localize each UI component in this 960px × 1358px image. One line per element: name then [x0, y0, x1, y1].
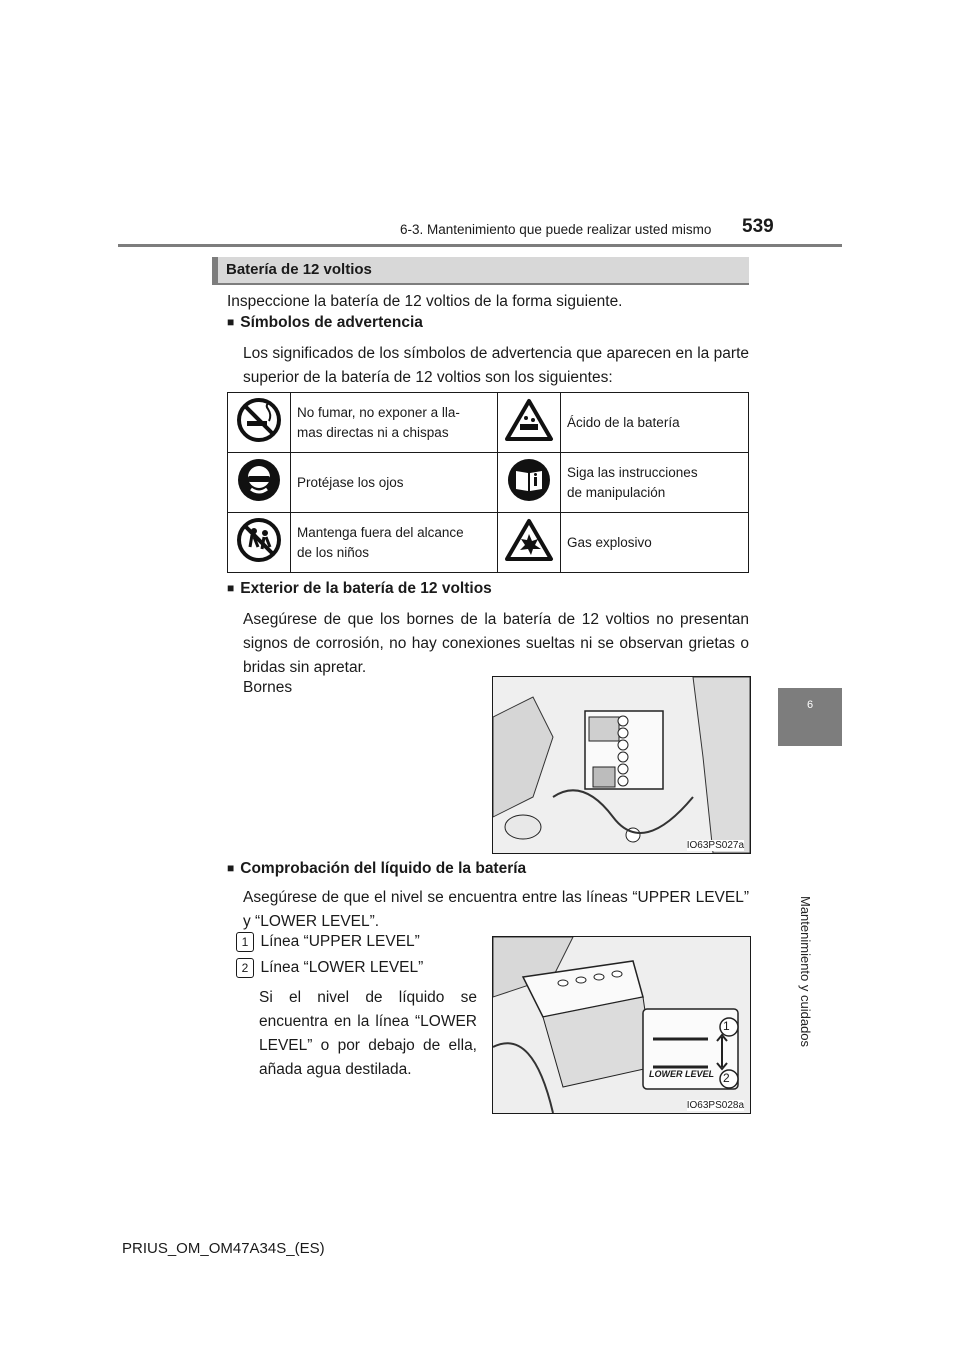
intro-text: Inspeccione la batería de 12 voltios de la forma siguiente. [227, 293, 623, 310]
table-cell: Mantenga fuera del alcance de los niños [291, 513, 498, 573]
table-cell: Ácido de la batería [561, 393, 749, 453]
lower-level-label: LOWER LEVEL [649, 1069, 714, 1079]
exterior-text: Asegúrese de que los bornes de la batería de 12 voltios no presentan signos de corrosión, no hay conexiones sueltas ni se observan grietas o bridas sin apretar. [243, 611, 749, 676]
table-row [228, 513, 749, 573]
callout-1: 1 [723, 1019, 730, 1033]
table-cell: Gas explosivo [561, 513, 749, 573]
battery-fluid-level-illustration [492, 936, 751, 1114]
warning-symbols-table [227, 392, 749, 573]
header-section-title: 6-3. Mantenimiento que puede realizar usted mismo [400, 222, 712, 237]
battery-acid-icon [498, 393, 561, 453]
callout-2: 2 [723, 1071, 730, 1085]
eye-protection-icon [228, 453, 291, 513]
list-item-text: Línea “UPPER LEVEL” [260, 933, 420, 950]
list-item [236, 956, 423, 980]
section-marker [212, 257, 218, 283]
warning-symbols-heading: ■ Símbolos de advertencia [227, 314, 423, 332]
fluid-heading: ■ Comprobación del líquido de la batería [227, 860, 526, 878]
read-instructions-icon [498, 453, 561, 513]
chapter-label-container [778, 746, 842, 1048]
warning-symbols-text: Los significados de los símbolos de advertencia que aparecen en la parte superior de la batería de 12 voltios son los siguientes: [243, 345, 749, 386]
section-title: Batería de 12 voltios [226, 261, 372, 278]
section-title-bar [212, 257, 749, 285]
explosive-gas-icon [498, 513, 561, 573]
chapter-tab [778, 688, 842, 746]
table-cell: No fumar, no exponer a lla- mas directas ni a chispas [291, 393, 498, 453]
fluid-note: Si el nivel de líquido se encuentra en la línea “LOWER LEVEL” o por debajo de ella, añada agua destilada. [259, 989, 477, 1078]
callout-number: 2 [236, 958, 254, 978]
no-smoking-icon [228, 393, 291, 453]
table-cell: Siga las instrucciones de manipulación [561, 453, 749, 513]
terminals-label: Bornes [243, 679, 293, 696]
chapter-title: Mantenimiento y cuidados [798, 896, 813, 1048]
callout-number: 1 [236, 932, 254, 952]
image-id: IO63PS027a [686, 840, 744, 851]
battery-terminals-illustration [492, 676, 751, 854]
image-id: IO63PS028a [686, 1100, 744, 1111]
fluid-text: Asegúrese de que el nivel se encuentra entre las líneas “UPPER LEVEL” y “LOWER LEVEL”. [243, 889, 749, 930]
table-cell: Protéjase los ojos [291, 453, 498, 513]
table-row [228, 453, 749, 513]
table-row [228, 393, 749, 453]
keep-away-children-icon [228, 513, 291, 573]
header-rule [118, 244, 842, 247]
list-item [236, 930, 420, 954]
document-code: PRIUS_OM_OM47A34S_(ES) [122, 1240, 325, 1257]
chapter-number: 6 [806, 699, 814, 711]
list-item-text: Línea “LOWER LEVEL” [260, 959, 424, 976]
page-number: 539 [742, 216, 774, 237]
exterior-heading: ■ Exterior de la batería de 12 voltios [227, 580, 492, 598]
